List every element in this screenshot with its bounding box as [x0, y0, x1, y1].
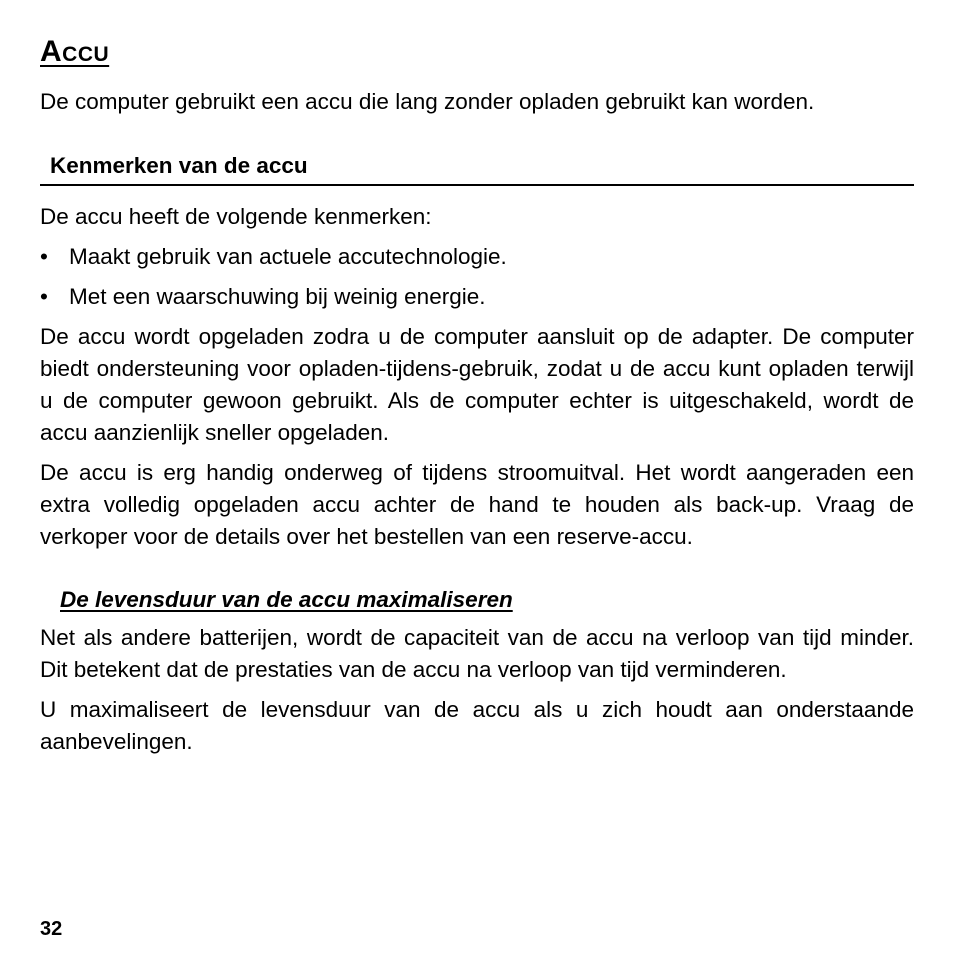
bullet-icon: • [40, 284, 48, 309]
section-heading-kenmerken: Kenmerken van de accu [40, 151, 914, 186]
body-paragraph: De accu wordt opgeladen zodra u de computer aansluit op de adapter. De computer biedt ondersteuning voor opladen-tijdens-gebruik, zodat u de accu kunt opladen terwijl u de computer gewoon gebruikt. Als de computer echter is uitgeschakeld, wordt de accu aanzienlijk sneller opgeladen. [40, 324, 914, 445]
body-paragraph: U maximaliseert de levensduur van de accu als u zich houdt aan onderstaande aanbevelingen. [40, 697, 914, 754]
page-number: 32 [40, 918, 63, 940]
section-lead-paragraph: De accu heeft de volgende kenmerken: [40, 204, 432, 229]
page-title: Accu [40, 35, 110, 68]
intro-paragraph: De computer gebruikt een accu die lang zonder opladen gebruikt kan worden. [40, 89, 815, 114]
list-item [40, 281, 914, 313]
body-paragraph: Net als andere batterijen, wordt de capaciteit van de accu na verloop van tijd minder. Dit betekent dat de prestaties van de accu na verloop van tijd verminderen. [40, 625, 914, 682]
list-item-text: Met een waarschuwing bij weinig energie. [69, 284, 486, 309]
body-paragraph: De accu is erg handig onderweg of tijdens stroomuitval. Het wordt aangeraden een extra volledig opgeladen accu achter de hand te houden als back-up. Vraag de verkoper voor de details over het bestellen van een reserve-accu. [40, 460, 914, 549]
subsection-heading-levensduur: De levensduur van de accu maximaliseren [60, 587, 513, 612]
feature-bullet-list [40, 241, 914, 313]
bullet-icon: • [40, 244, 48, 269]
list-item [40, 241, 914, 273]
list-item-text: Maakt gebruik van actuele accutechnologie. [69, 244, 507, 269]
document-page [40, 30, 914, 758]
